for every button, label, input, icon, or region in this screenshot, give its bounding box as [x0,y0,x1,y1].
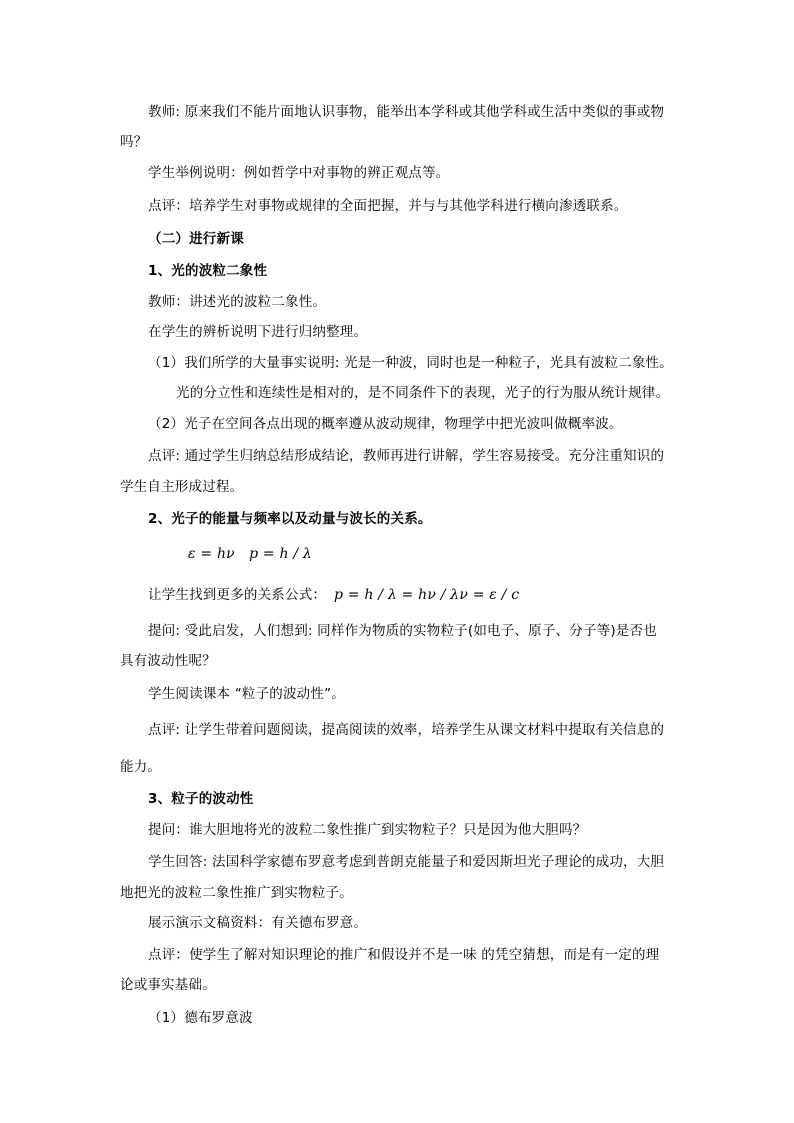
paragraph-slides: 展示演示文稿资料：有关德布罗意。 [148,915,368,931]
formula-relation: p = h / λ = hν / λν = ε / c [334,587,520,603]
paragraph-summary-intro: 在学生的辨析说明下进行归纳整理。 [148,324,368,340]
paragraph-question-2: 提问：谁大胆地将光的波粒二象性推广到实物粒子？只是因为他大胆吗？ [148,822,587,838]
subheading-energy-momentum: 2、光子的能量与频率以及动量与波长的关系。 [148,511,432,527]
subheading-wave-particle-duality: 1、光的波粒二象性 [148,263,268,279]
paragraph-teacher-question-cont: 吗？ [120,134,148,150]
paragraph-question-cont: 具有波动性呢？ [120,653,216,669]
paragraph-student-example: 学生举例说明：例如哲学中对事物的辨正观点等。 [148,165,450,181]
paragraph-student-reading: 学生阅读课本 “粒子的波动性”。 [148,686,345,702]
paragraph-comment-2: 点评: 通过学生归纳总结形成结论，教师再进行讲解，学生容易接受。充分注重知识的 [148,448,665,464]
paragraph-comment-4: 点评：使学生了解对知识理论的推广和假设并不是一味 的凭空猜想，而是有一定的理 [148,947,660,963]
paragraph-question: 提问: 受此启发，人们想到: 同样作为物质的实物粒子(如电子、原子、分子等)是否也 [148,623,657,639]
paragraph-comment-2-cont: 学生自主形成过程。 [120,479,244,495]
paragraph-student-answer-cont: 地把光的波粒二象性推广到实物粒子。 [120,885,353,901]
paragraph-comment-1: 点评：培养学生对事物或规律的全面把握，并与与其他学科进行横向渗透联系。 [148,198,628,214]
paragraph-teacher-question: 教师: 原来我们不能片面地认识事物，能举出本学科或其他学科或生活中类似的事或物 [148,104,665,120]
paragraph-comment-3-cont: 能力。 [120,759,162,775]
formula-energy-momentum: ε = hν p = h / λ [188,546,312,562]
paragraph-student-answer: 学生回答: 法国科学家德布罗意考虑到普朗克能量子和爱因斯坦光子理论的成功，大胆 [148,854,665,870]
paragraph-comment-4-cont: 论或事实基础。 [120,977,216,993]
paragraph-teacher-explains: 教师：讲述光的波粒二象性。 [148,294,327,310]
paragraph-comment-3: 点评: 让学生带着问题阅读，提高阅读的效率，培养学生从课文材料中提取有关信息的 [148,722,665,738]
list-item-1: （1）我们所学的大量事实说明: 光是一种波，同时也是一种粒子，光具有波粒二象性。 [148,355,673,371]
list-item-de-broglie: （1）德布罗意波 [148,1010,253,1026]
list-item-1-cont: 光的分立性和连续性是相对的，是不同条件下的表现，光子的行为服从统计规律。 [176,385,670,401]
section-heading-new-lesson: （二）进行新课 [148,231,244,247]
paragraph-more-formulas: 让学生找到更多的关系公式： [148,587,327,603]
list-item-2: （2）光子在空间各点出现的概率遵从波动规律，物理学中把光波叫做概率波。 [148,416,623,432]
subheading-particle-wave: 3、粒子的波动性 [148,791,254,807]
